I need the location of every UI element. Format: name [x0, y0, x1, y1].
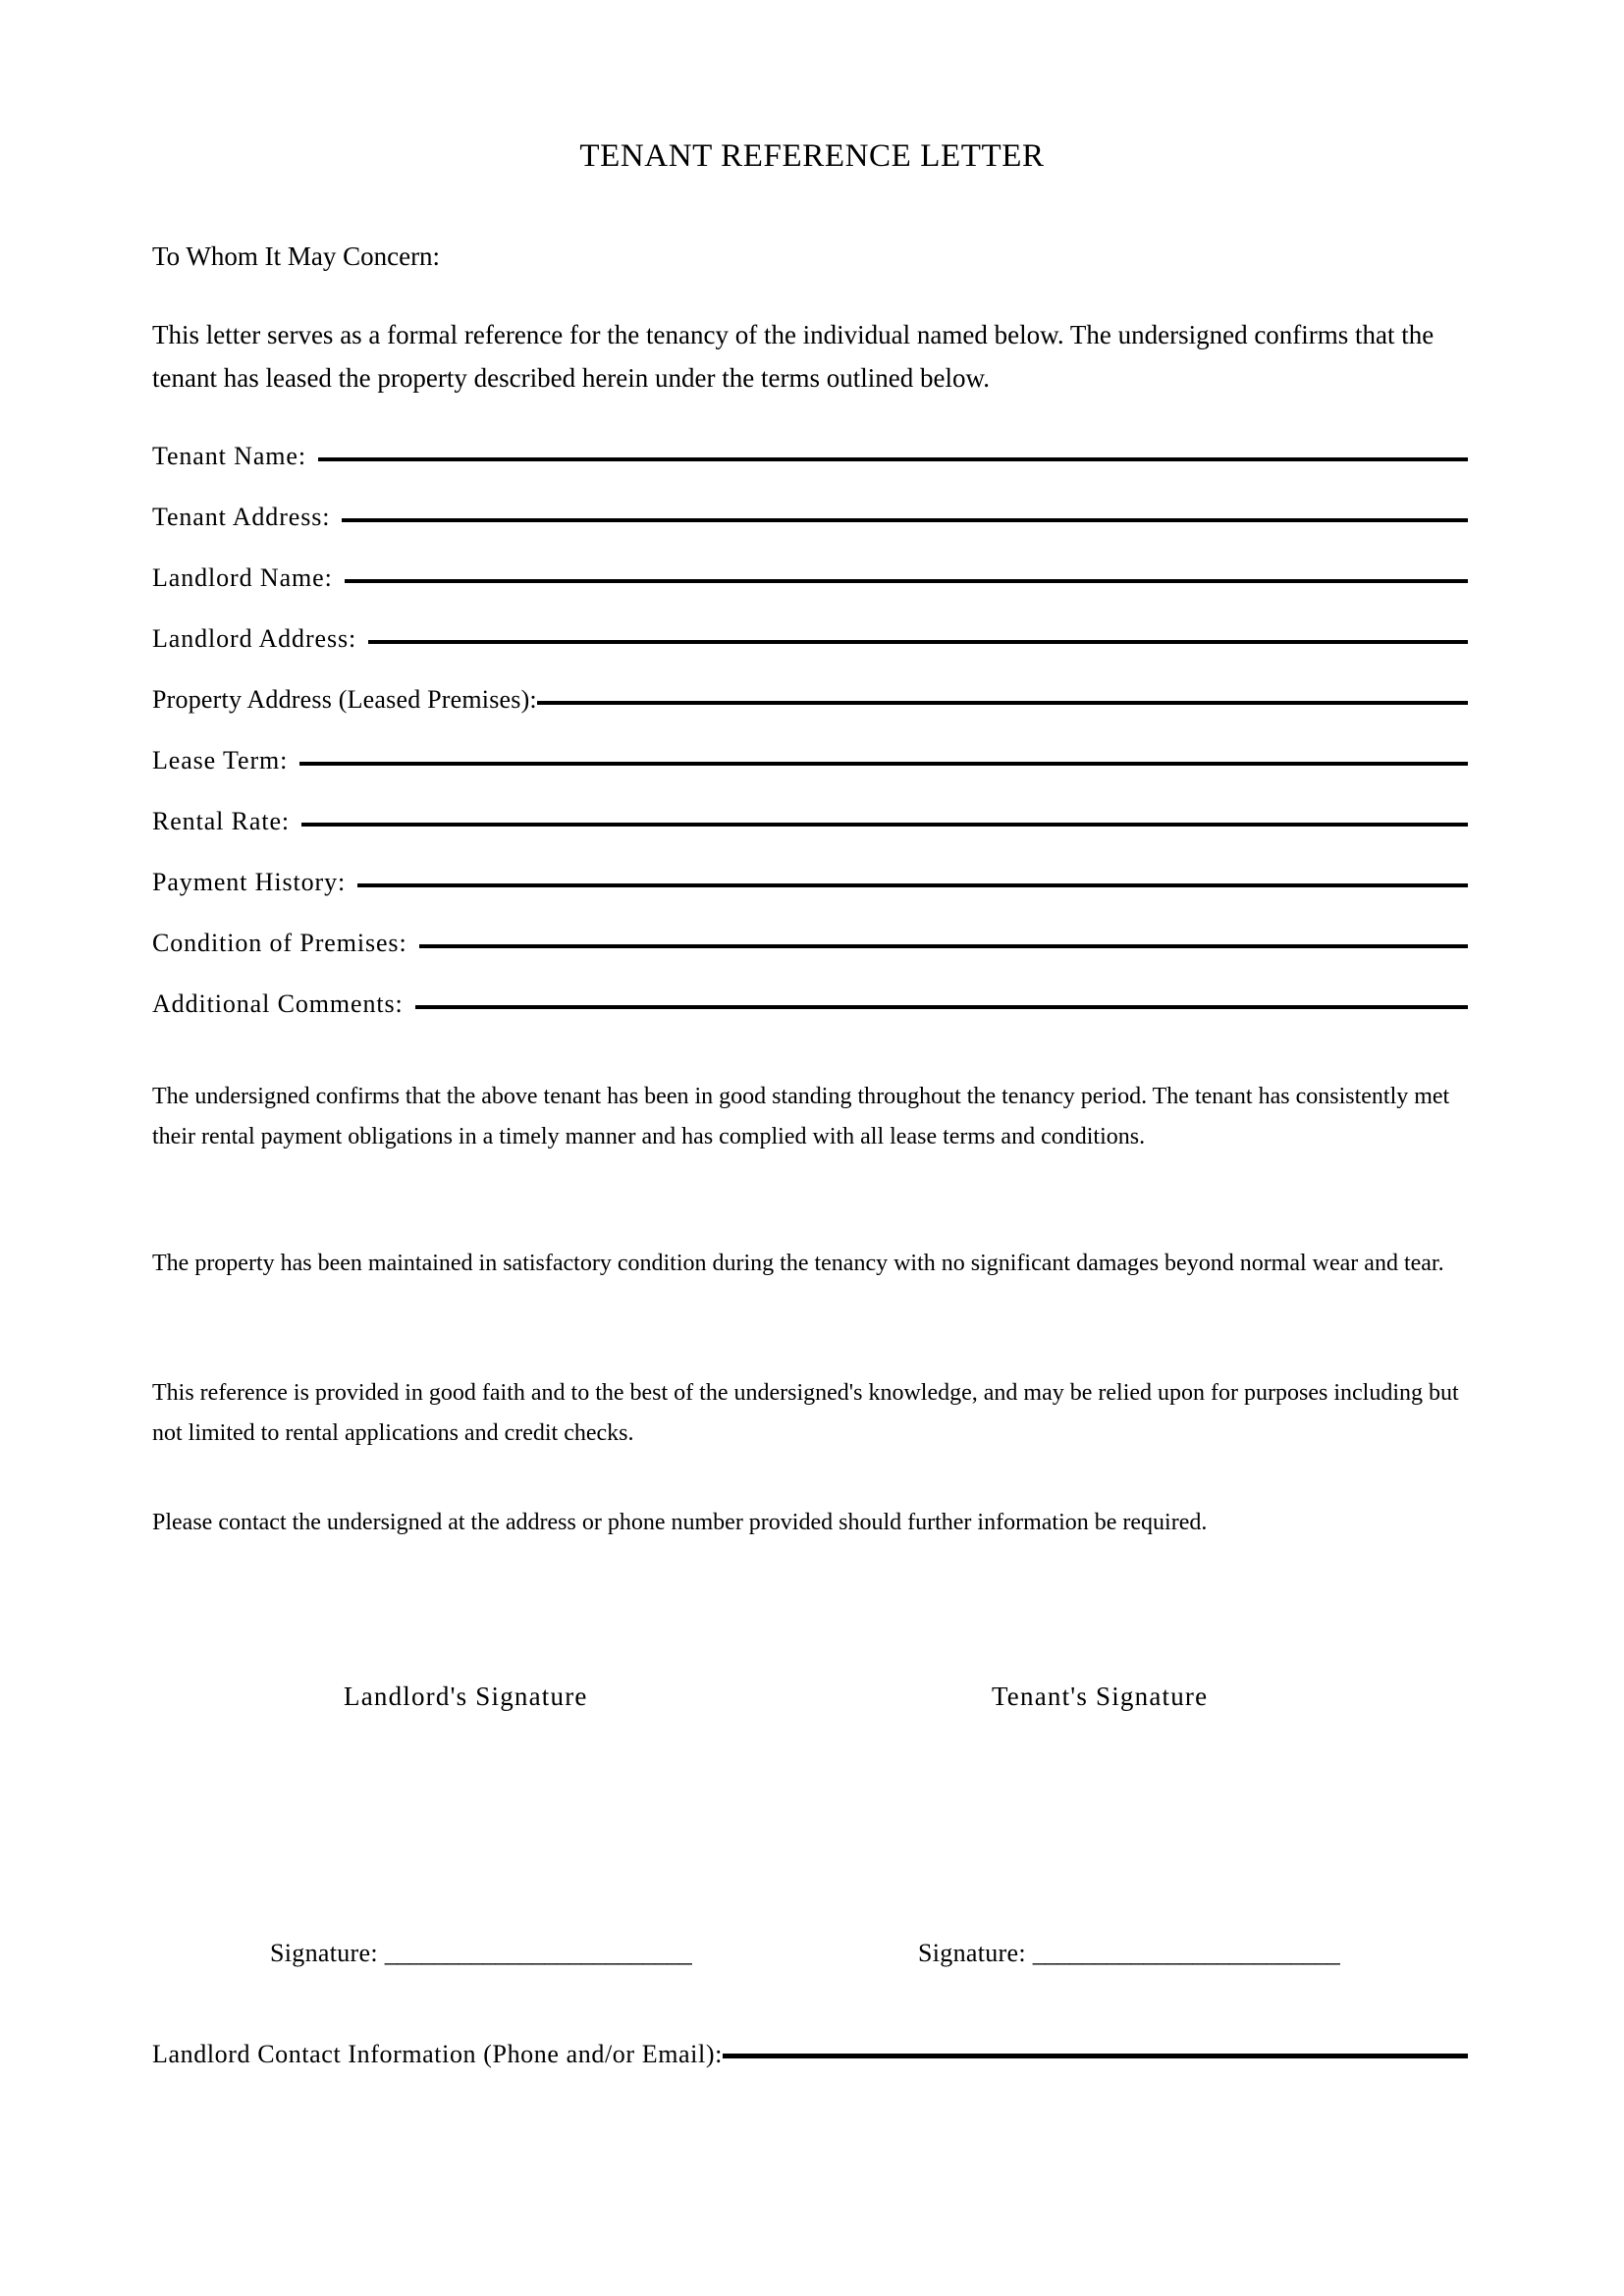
field-row-landlord-address	[152, 624, 1468, 685]
field-row-property-address	[152, 685, 1468, 746]
field-label-payment-history: Payment History:	[152, 868, 347, 896]
field-row-condition-of-premises	[152, 929, 1468, 989]
fields-section	[152, 442, 1468, 1050]
field-input-landlord-name[interactable]	[345, 579, 1468, 583]
tenant-signature-label: Signature:	[918, 1939, 1026, 1967]
field-label-landlord-name: Landlord Name:	[152, 563, 333, 592]
field-input-condition-of-premises[interactable]	[419, 944, 1468, 948]
field-label-lease-term: Lease Term:	[152, 746, 289, 774]
intro-paragraph: This letter serves as a formal reference for the tenancy of the individual named below. The undersigned confirms that the tenant has leased the property described herein under the terms outlined below.	[152, 320, 1435, 393]
signature-headings	[152, 1682, 1468, 1721]
field-row-rental-rate	[152, 807, 1468, 868]
field-row-lease-term	[152, 746, 1468, 807]
field-row-tenant-name	[152, 442, 1468, 503]
field-row-payment-history	[152, 868, 1468, 929]
field-row-tenant-address	[152, 503, 1468, 563]
landlord-signature-blank[interactable]: _________________________	[384, 1939, 692, 1967]
page-title: TENANT REFERENCE LETTER	[579, 138, 1045, 175]
landlord-signature-heading: Landlord's Signature	[344, 1682, 588, 1711]
field-input-tenant-address[interactable]	[342, 518, 1468, 522]
signature-lines	[152, 1939, 1468, 1978]
body-paragraph-good-faith: This reference is provided in good faith and to the best of the undersigned's knowledge, and may be relied upon for purposes including but not limited to rental applications and credit checks.	[152, 1380, 1459, 1447]
body-paragraph-standing: The undersigned confirms that the above tenant has been in good standing throughout the tenancy period. The tenant has consistently met their rental payment obligations in a timely manner and has complied with all lease terms and conditions.	[152, 1084, 1450, 1150]
field-label-additional-comments: Additional Comments:	[152, 989, 404, 1018]
field-row-landlord-name	[152, 563, 1468, 624]
field-input-additional-comments[interactable]	[415, 1005, 1468, 1009]
landlord-signature-line[interactable]	[270, 1939, 691, 1968]
body-paragraph-condition: The property has been maintained in satisfactory condition during the tenancy with no significant damages beyond normal wear and tear.	[152, 1251, 1444, 1276]
field-label-landlord-address: Landlord Address:	[152, 624, 357, 653]
field-label-rental-rate: Rental Rate:	[152, 807, 291, 835]
field-label-property-address: Property Address (Leased Premises):	[152, 685, 537, 714]
field-label-tenant-name: Tenant Name:	[152, 442, 306, 470]
field-label-condition-of-premises: Condition of Premises:	[152, 929, 407, 957]
field-input-tenant-name[interactable]	[318, 457, 1468, 461]
landlord-signature-label: Signature:	[270, 1939, 378, 1967]
field-row-additional-comments	[152, 989, 1468, 1050]
salutation-text: To Whom It May Concern:	[152, 241, 441, 271]
field-label-tenant-address: Tenant Address:	[152, 503, 331, 531]
landlord-contact-label: Landlord Contact Information (Phone and/or Email):	[152, 2040, 723, 2068]
landlord-contact-row	[152, 2040, 1468, 2069]
landlord-contact-input[interactable]	[723, 2054, 1468, 2058]
field-input-landlord-address[interactable]	[368, 640, 1468, 644]
tenant-signature-line[interactable]	[918, 1939, 1339, 1968]
field-input-payment-history[interactable]	[357, 883, 1468, 887]
field-input-lease-term[interactable]	[299, 762, 1468, 766]
field-input-rental-rate[interactable]	[301, 823, 1468, 827]
tenant-signature-blank[interactable]: _________________________	[1032, 1939, 1340, 1967]
field-input-property-address[interactable]	[537, 701, 1468, 705]
body-paragraph-contact: Please contact the undersigned at the address or phone number provided should further information be required.	[152, 1510, 1208, 1535]
tenant-signature-heading: Tenant's Signature	[992, 1682, 1209, 1711]
